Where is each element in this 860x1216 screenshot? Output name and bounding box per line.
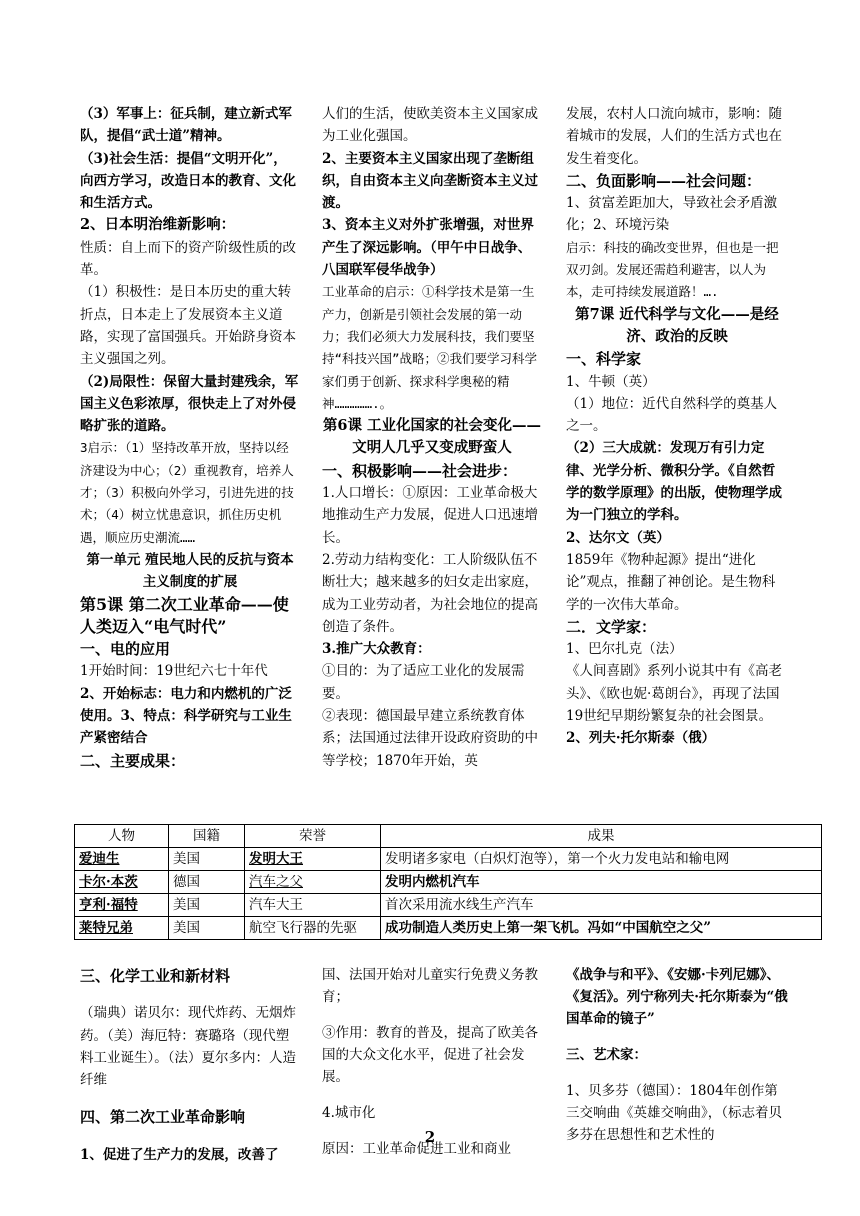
meiji-nature: 性质：自上而下的资产阶级性质的改革。 [80, 239, 296, 279]
start-time: 1开始时间：19世纪六七十年代 [80, 663, 268, 680]
life-improvement: 人们的生活，使欧美资本主义国家成为工业化强国。 [322, 106, 538, 145]
meiji-lessons: 3启示：（1）坚持改革开放，坚持以经济建设为中心；（2）重视教育，培养人才；（3）积极向外学习，引进先进的技术；（4）树立忧患意识，抓住历史机遇，顺应历史潮流…… [80, 440, 294, 545]
unit-title: 第一单元 殖民地人民的反抗与资本主义制度的扩展 [86, 551, 294, 591]
population-growth: 1.人口增长：①原因：工业革命极大地推动生产力发展，促进人口迅速增长。 [322, 485, 538, 546]
cell-achievement: 成功制造人类历史上第一架飞机。冯如“中国航空之父” [381, 917, 822, 940]
chemistry-inventions: （瑞典）诺贝尔：现代炸药、无烟炸药。（美）海厄特：赛璐珞（现代塑料工业诞生）。（法）夏尔多内：人造纤维 [80, 1005, 296, 1089]
military-reform: （3）军事上：征兵制，建立新式军队，提倡“武士道”精神。 [80, 106, 292, 145]
lesson6-title: 第6课 工业化国家的社会变化——文明人几乎又变成野蛮人 [322, 417, 542, 457]
newton-achievements: （2）三大成就：发现万有引力定律、光学分析、微积分学。《自然哲学的数学原理》的出版，使物理学成为一门独立的学科。 [566, 440, 782, 524]
table-row [75, 871, 822, 894]
tech-lesson: 启示：科技的确改变世界，但也是一把双刃剑。发展还需趋利避害，以人为本，走可持续发展道路！…. [566, 239, 779, 300]
header-honor: 荣誉 [245, 825, 381, 848]
cell-achievement: 发明内燃机汽车 [381, 871, 822, 894]
section-positive-impact: 一、积极影响——社会进步： [322, 461, 518, 480]
newton-status: （1）地位：近代自然科学的奠基人之一。 [566, 395, 778, 435]
labor-structure: 2.劳动力结构变化：工人阶级队伍不断壮大；越来越多的妇女走出家庭，成为工业劳动者，为社会地位的提高创造了条件。 [322, 551, 538, 635]
newton-heading: 1、牛顿（英） [566, 373, 656, 390]
table-header-row [75, 825, 822, 848]
cell-person: 亨利·福特 [75, 894, 169, 917]
section-artists: 三、艺术家： [566, 1046, 647, 1063]
column-middle [322, 103, 542, 772]
section-scientists: 一、科学家 [566, 350, 642, 369]
lesson7-title: 第7课 近代科学与文化——是经济、政治的反映 [575, 305, 779, 345]
darwin-origin-of-species: 1859年《物种起源》提出“进化论”观点，推翻了神创论。是生物科学的一次伟大革命。 [566, 551, 776, 613]
cell-person: 卡尔·本茨 [75, 871, 169, 894]
header-nationality: 国籍 [169, 825, 245, 848]
cell-person: 爱迪生 [75, 848, 169, 871]
section-writers: 二．文学家： [566, 617, 657, 636]
capitalist-expansion: 3、资本主义对外扩张增强，对世界产生了深远影响。（甲午中日战争、八国联军侵华战争） [322, 217, 534, 279]
urbanization-cause: 原因：工业革命促进工业和商业 [322, 1140, 511, 1157]
inventors-table [74, 824, 822, 940]
industrial-revolution-lessons: 工业革命的启示：①科学技术是第一生产力，创新是引领社会发展的第一动力；我们必须大力发展科技，我们要坚持“科技兴国”战略；②我们要学习科学家们勇于创新、探求科学奥秘的精神…………….。 [322, 284, 538, 411]
darwin-heading: 2、达尔文（英） [566, 529, 670, 546]
cell-nationality: 美国 [169, 917, 245, 940]
social-problems: 1、贫富差距加大，导致社会矛盾激化；2、环境污染 [566, 195, 778, 234]
cell-honor: 发明大王 [245, 848, 381, 871]
free-education: 国、法国开始对儿童实行免费义务教育； [322, 966, 538, 1005]
start-sign: 2、开始标志：电力和内燃机的广泛使用。3、特点：科学研究与工业生产紧密结合 [80, 685, 292, 747]
beethoven: 1、贝多芬（德国）：1804年创作第三交响曲《英雄交响曲》，（标志着贝多芬在思想性和艺术性的 [566, 1082, 782, 1144]
education-effect: ③作用：教育的普及，提高了欧美各国的大众文化水平，促进了社会发展。 [322, 1024, 538, 1086]
urbanization-heading: 4.城市化 [322, 1104, 376, 1121]
header-person: 人物 [75, 825, 169, 848]
meiji-impact-heading: 2、日本明治维新影响： [80, 216, 236, 234]
cell-nationality: 德国 [169, 871, 245, 894]
section-achievements: 二、主要成果： [80, 751, 186, 770]
monopoly-organizations: 2、主要资本主义国家出现了垄断组织，自由资本主义向垄断资本主义过渡。 [322, 150, 538, 212]
cell-honor: 汽车大王 [245, 894, 381, 917]
education-purpose: ①目的：为了适应工业化的发展需要。 [322, 663, 525, 702]
balzac-heading: 1、巴尔扎克（法） [566, 641, 683, 658]
cell-honor: 汽车之父 [245, 871, 381, 894]
mass-education: 3.推广大众教育： [322, 641, 431, 658]
balzac-works: 《人间喜剧》系列小说其中有《高老头》、《欧也妮·葛朗台》，再现了法国19世纪早期纷繁复杂的社会图景。 [566, 663, 782, 725]
header-achievement: 成果 [381, 825, 822, 848]
cell-nationality: 美国 [169, 848, 245, 871]
cell-person: 莱特兄弟 [75, 917, 169, 940]
social-life-reform: （3)社会生活：提倡“文明开化”，向西方学习，改造日本的教育、文化和生活方式。 [80, 150, 296, 212]
cell-nationality: 美国 [169, 894, 245, 917]
education-practice: ②表现：德国最早建立系统教育体系；法国通过法律开设政府资助的中等学校；1870年开始，英 [322, 708, 538, 769]
meiji-positive: （1）积极性：是日本历史的重大转折点，日本走上了发展资本主义道路，实现了富国强兵。开始跻身资本主义强国之列。 [80, 284, 296, 368]
lesson5-title: 第5课 第二次工业革命——使人类迈入“电气时代” [80, 594, 289, 636]
meiji-limitation: （2)局限性：保留大量封建残余，军国主义色彩浓厚，很快走上了对外侵略扩张的道路。 [80, 373, 299, 435]
section-electricity: 一、电的应用 [80, 640, 171, 659]
table-row [75, 894, 822, 917]
cell-achievement: 首次采用流水线生产汽车 [381, 894, 822, 917]
column-right [566, 103, 788, 750]
productivity-impact: 1、促进了生产力的发展，改善了 [80, 1146, 279, 1163]
section-chemistry: 三、化学工业和新材料 [80, 967, 231, 985]
cell-honor: 航空飞行器的先驱 [245, 917, 381, 940]
table-row [75, 917, 822, 940]
table-row [75, 848, 822, 871]
section-negative-impact: 二、负面影响——社会问题： [566, 171, 762, 190]
section-revolution-impact: 四、第二次工业革命影响 [80, 1108, 246, 1127]
tolstoy-works: 《战争与和平》、《安娜·卡列尼娜》、《复活》。列宁称列夫·托尔斯泰为“俄国革命的镜子” [566, 966, 788, 1028]
tolstoy-heading: 2、列夫·托尔斯泰（俄） [566, 730, 716, 747]
urbanization-impact: 发展，农村人口流向城市，影响：随着城市的发展，人们的生活方式也在发生着变化。 [566, 106, 782, 167]
column-left [80, 103, 300, 772]
page-number: 2 [424, 1128, 436, 1146]
cell-achievement: 发明诸多家电（白炽灯泡等），第一个火力发电站和输电网 [381, 848, 822, 871]
